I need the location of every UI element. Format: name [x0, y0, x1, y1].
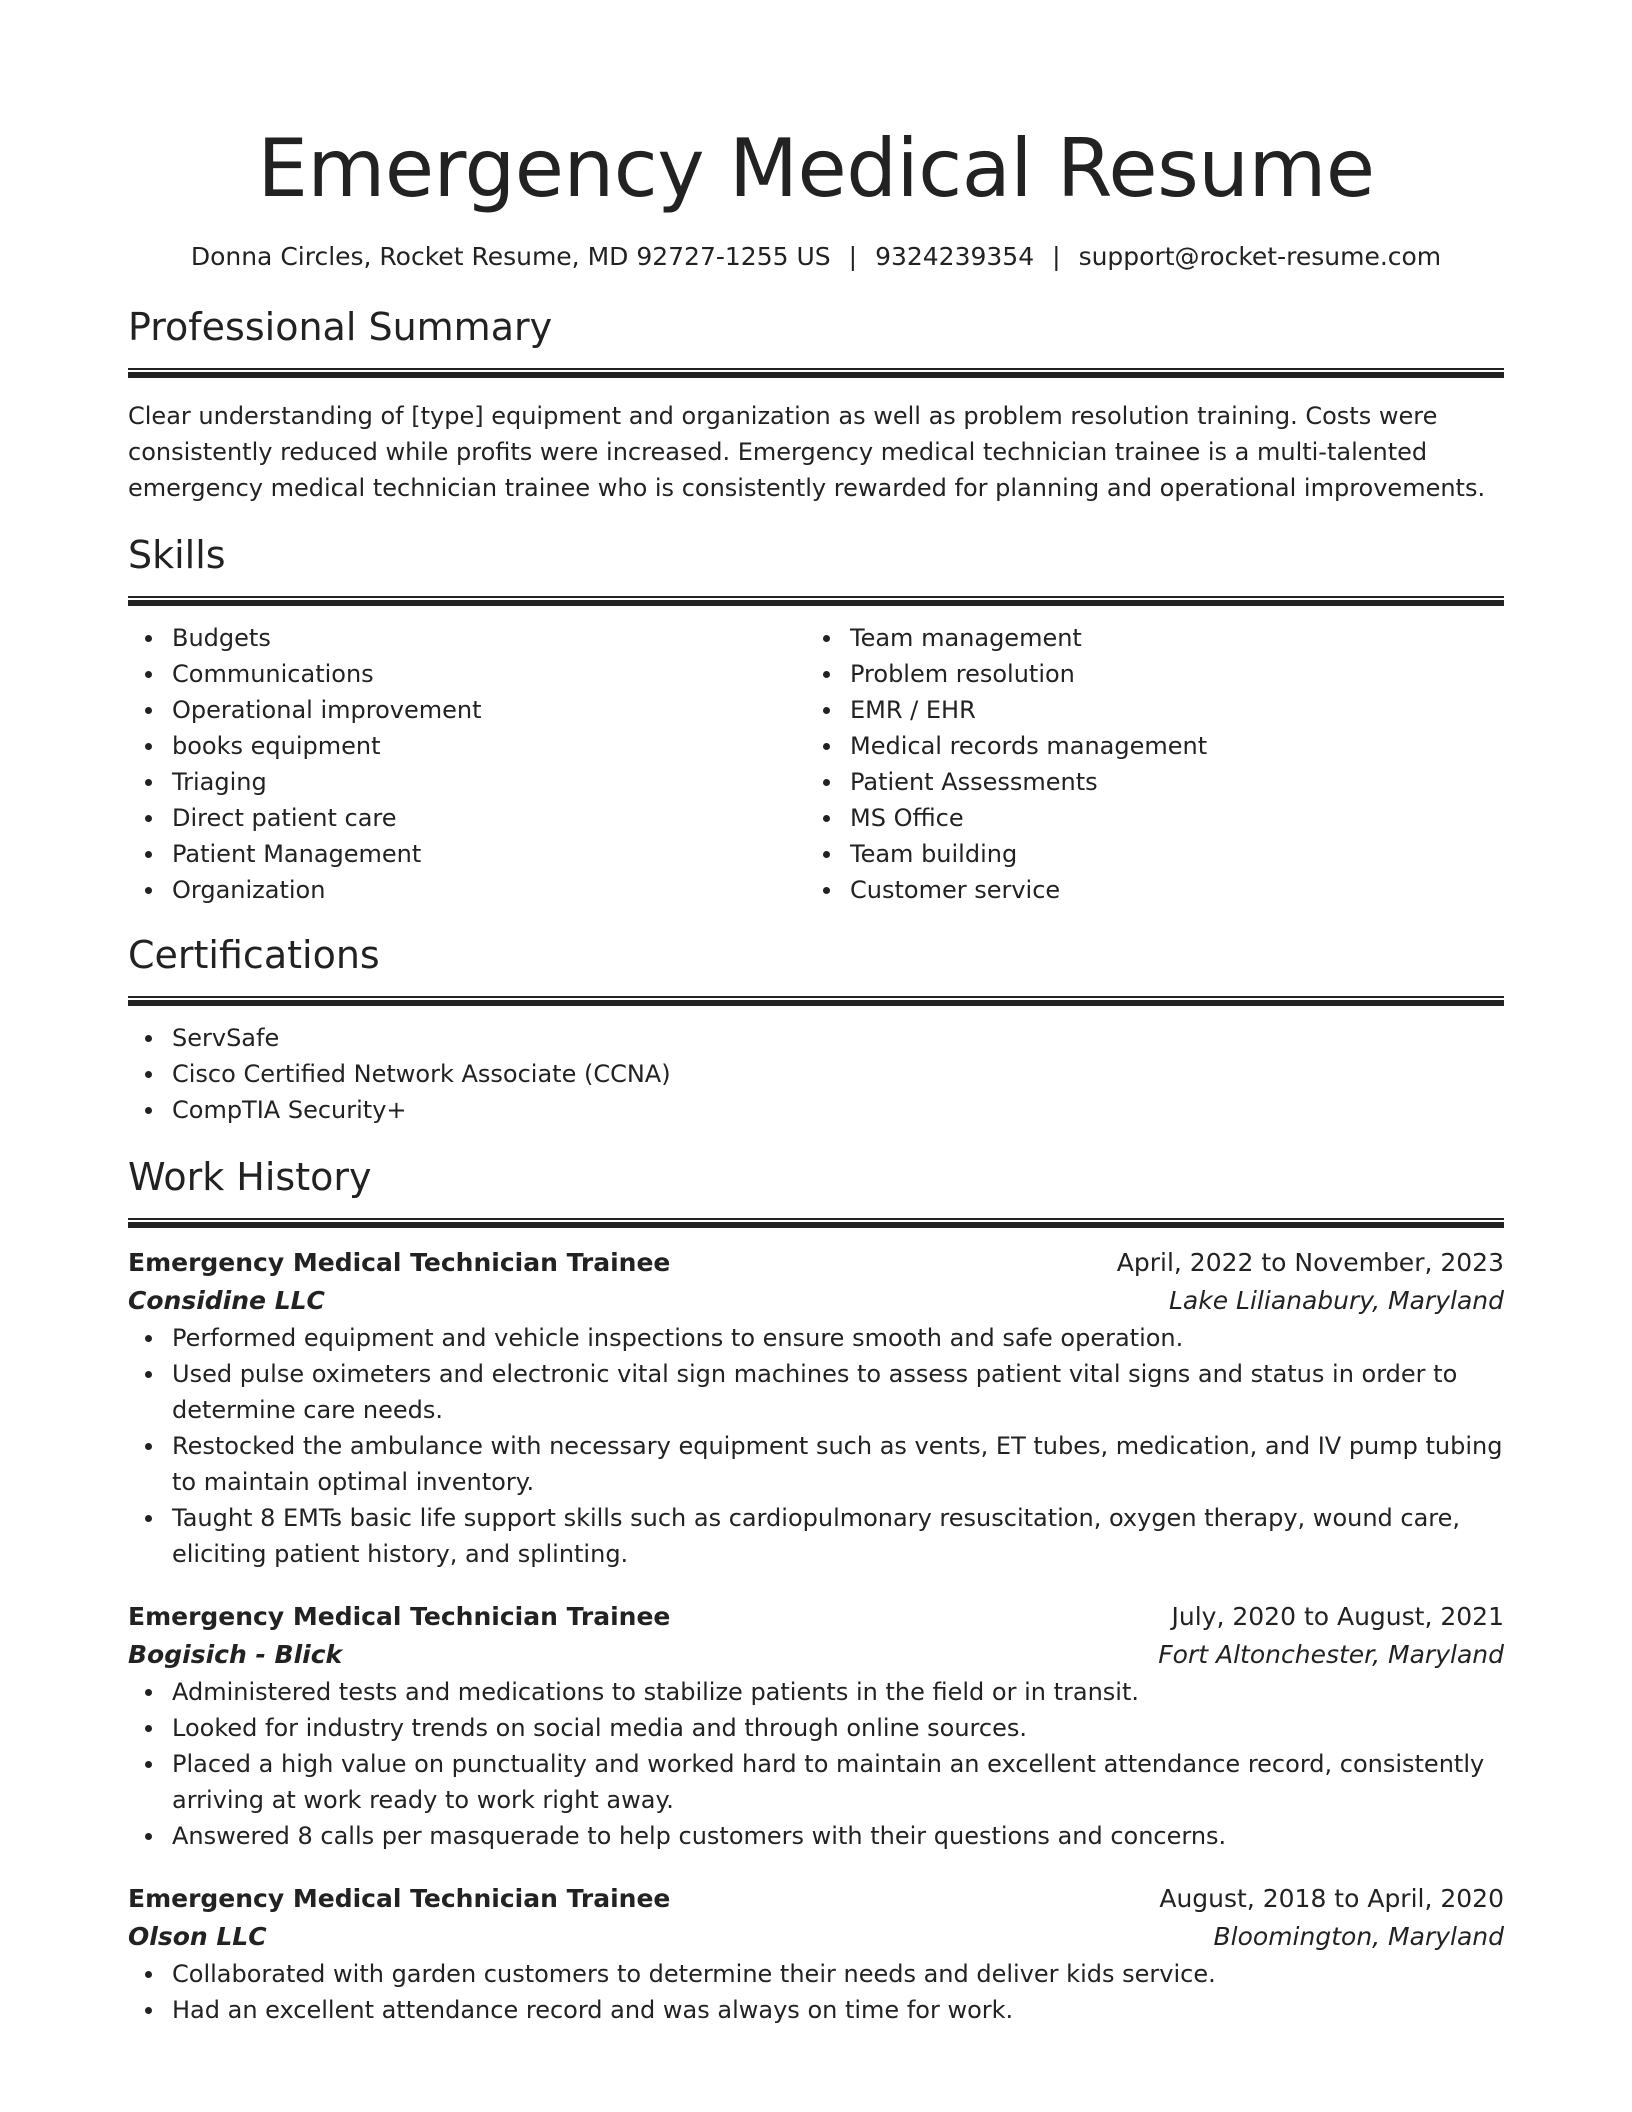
certification-item: ServSafe [172, 1020, 1504, 1056]
section-heading-skills: Skills [128, 533, 226, 577]
skills-section [128, 532, 1504, 908]
skill-item: Patient Management [172, 836, 806, 872]
responsibility-item: Looked for industry trends on social media and through online sources. [172, 1710, 1504, 1746]
job-responsibilities [128, 1956, 1504, 2028]
responsibility-item: Performed equipment and vehicle inspections to ensure smooth and safe operation. [172, 1320, 1504, 1356]
section-divider [128, 368, 1504, 378]
resume-page [128, 0, 1504, 2028]
certification-item: CompTIA Security+ [172, 1092, 1504, 1128]
job-entry [128, 1598, 1504, 1854]
contact-line [128, 240, 1504, 274]
job-location: Fort Altonchester, Maryland [1158, 1640, 1504, 1669]
summary-text: Clear understanding of [type] equipment and organization as well as problem resolution training. Costs were consistently reduced while profits were increased. Emergency medical technician trainee is a multi-talented emergency medical technician trainee who is consistently rewarded for planning and operational improvements. [128, 402, 1486, 502]
responsibility-item: Placed a high value on punctuality and worked hard to maintain an excellent attendance record, consistently arriving at work ready to work right away. [172, 1746, 1504, 1818]
section-divider [128, 596, 1504, 606]
contact-separator: | [1052, 242, 1061, 271]
responsibility-item: Used pulse oximeters and electronic vital sign machines to assess patient vital signs and status in order to determine care needs. [172, 1356, 1504, 1428]
skill-item: Team building [850, 836, 1484, 872]
job-company: Bogisich - Blick [128, 1640, 343, 1669]
skill-item: Team management [850, 620, 1484, 656]
job-responsibilities [128, 1320, 1504, 1572]
job-company-row [128, 1282, 1504, 1320]
certifications-section [128, 932, 1504, 1128]
section-heading-work-history: Work History [128, 1155, 372, 1199]
responsibility-item: Administered tests and medications to stabilize patients in the field or in transit. [172, 1674, 1504, 1710]
contact-address: Donna Circles, Rocket Resume, MD 92727-1255 US [190, 242, 831, 271]
section-divider [128, 1218, 1504, 1228]
job-location: Bloomington, Maryland [1213, 1922, 1504, 1951]
skill-item: MS Office [850, 800, 1484, 836]
responsibility-item: Collaborated with garden customers to determine their needs and deliver kids service. [172, 1956, 1504, 1992]
work-history-section [128, 1154, 1504, 2028]
summary-section [128, 304, 1504, 506]
responsibility-item: Restocked the ambulance with necessary equipment such as vents, ET tubes, medication, and IV pump tubing to maintain optimal inventory. [172, 1428, 1504, 1500]
skill-item: Customer service [850, 872, 1484, 908]
certification-item: Cisco Certified Network Associate (CCNA) [172, 1056, 1504, 1092]
skill-item: Operational improvement [172, 692, 806, 728]
responsibility-item: Had an excellent attendance record and was always on time for work. [172, 1992, 1504, 2028]
job-header-row [128, 1244, 1504, 1282]
job-header-row [128, 1880, 1504, 1918]
skills-list-left [128, 620, 806, 908]
contact-email[interactable]: support@rocket-resume.com [1078, 242, 1442, 271]
job-title: Emergency Medical Technician Trainee [128, 1248, 671, 1277]
skill-item: Organization [172, 872, 806, 908]
section-divider [128, 996, 1504, 1006]
job-title: Emergency Medical Technician Trainee [128, 1884, 671, 1913]
skill-item: Triaging [172, 764, 806, 800]
skill-item: Problem resolution [850, 656, 1484, 692]
skill-item: Direct patient care [172, 800, 806, 836]
section-heading-summary: Professional Summary [128, 305, 553, 349]
job-header-row [128, 1598, 1504, 1636]
resume-title: Emergency Medical Resume [257, 122, 1375, 215]
contact-phone: 9324239354 [875, 242, 1035, 271]
skill-item: EMR / EHR [850, 692, 1484, 728]
skills-list-right [806, 620, 1484, 908]
job-entry [128, 1244, 1504, 1572]
skill-item: Patient Assessments [850, 764, 1484, 800]
job-dates: August, 2018 to April, 2020 [1159, 1884, 1504, 1913]
skill-item: books equipment [172, 728, 806, 764]
job-title: Emergency Medical Technician Trainee [128, 1602, 671, 1631]
job-company-row [128, 1918, 1504, 1956]
skill-item: Medical records management [850, 728, 1484, 764]
skills-column-right [806, 620, 1484, 908]
responsibility-item: Answered 8 calls per masquerade to help customers with their questions and concerns. [172, 1818, 1504, 1854]
job-entry [128, 1880, 1504, 2028]
job-dates: July, 2020 to August, 2021 [1171, 1602, 1504, 1631]
job-location: Lake Lilianabury, Maryland [1169, 1286, 1504, 1315]
job-responsibilities [128, 1674, 1504, 1854]
job-dates: April, 2022 to November, 2023 [1116, 1248, 1504, 1277]
responsibility-item: Taught 8 EMTs basic life support skills such as cardiopulmonary resuscitation, oxygen therapy, wound care, eliciting patient history, and splinting. [172, 1500, 1504, 1572]
section-heading-certifications: Certifications [128, 933, 380, 977]
certifications-list [128, 1020, 1504, 1128]
job-company: Olson LLC [128, 1922, 267, 1951]
skill-item: Communications [172, 656, 806, 692]
skill-item: Budgets [172, 620, 806, 656]
job-company-row [128, 1636, 1504, 1674]
contact-separator: | [848, 242, 858, 271]
job-company: Considine LLC [128, 1286, 325, 1315]
skills-grid [128, 620, 1504, 908]
skills-column-left [128, 620, 806, 908]
